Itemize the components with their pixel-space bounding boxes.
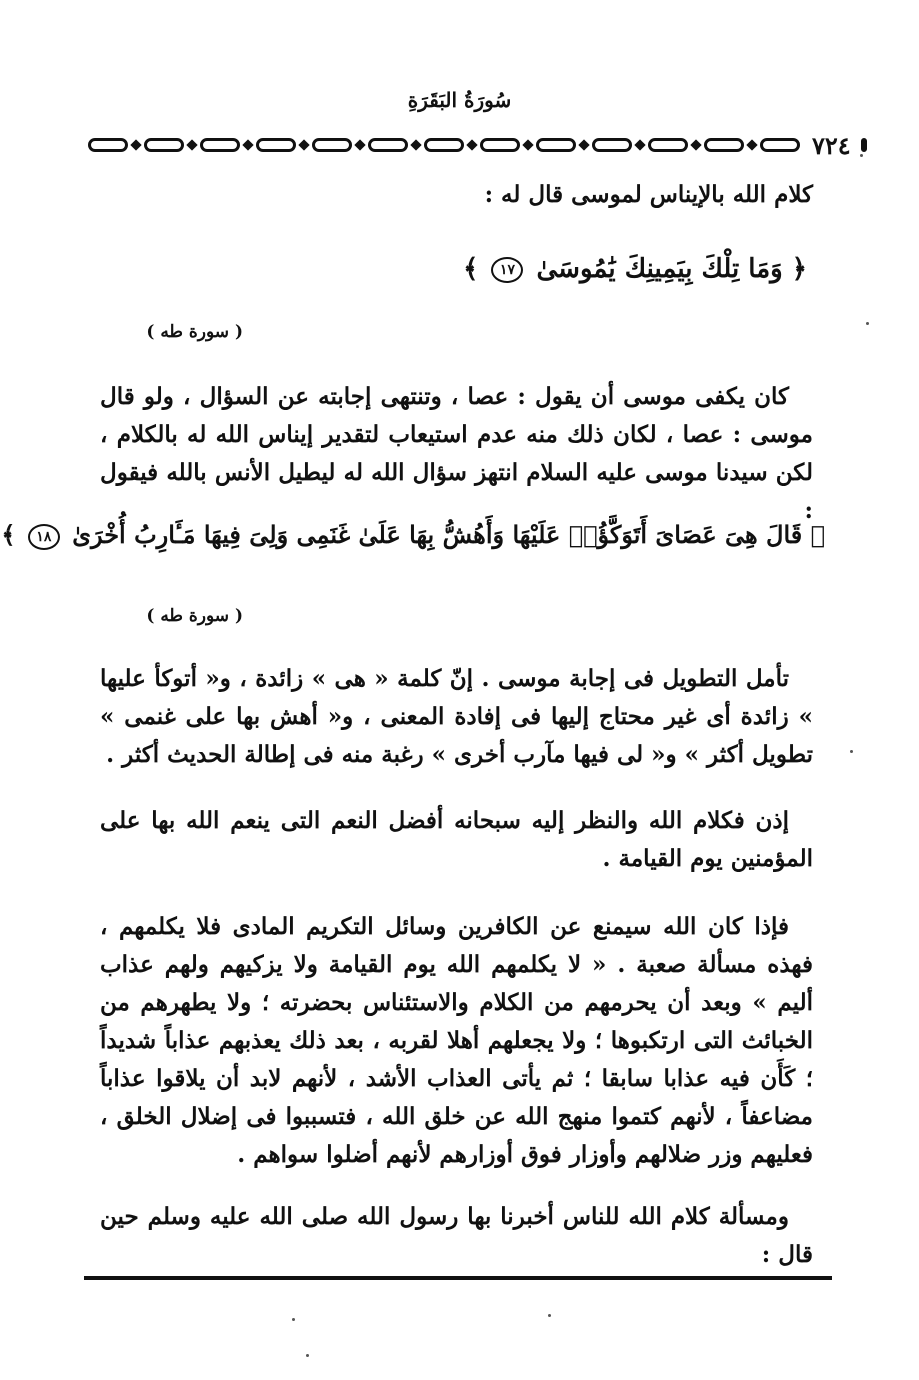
ornament-diamond [690,139,701,150]
paragraph-5: فإذا كان الله سيمنع عن الكافرين وسائل التكريم المادى فلا يكلمهم ، فهذه مسألة صعبة . « لا يكلمهم الله يوم القيامة ولا يزكيهم ولهم عذاب أليم » وبعد أن يحرمهم من الكلام والاستئناس بحضرته ؛ ولا يطهرهم من الخبائث التى ارتكبوها ؛ ولا يجعلهم أهلا لقربه ، بعد ذلك يعذبهم عذاباً شديداً ؛ كَأَن فيه عذابا سابقا ؛ ثم يأتى العذاب الأشد ، لأنهم لابد أن يلاقوا عذاباً مضاعفاً ، لأنهم كتموا منهج الله عن خلق الله ، فتسببوا فى إضلال الخلق ، فعليهم وزر ضلالهم وأوزار فوق أوزارهم لأنهم أضلوا سواهم . [100,913,813,1168]
ornament-diamond [410,139,421,150]
paragraph-intro: كلام الله بالإيناس لموسى قال له : [484,181,813,208]
verse-source-2: ( سورة طه ) [146,606,243,626]
ornament-link [256,138,296,152]
ornament-link [480,138,520,152]
ornament-diamond [634,139,645,150]
ornament-link [760,138,800,152]
page-number: ٧٢٤ [812,130,851,160]
paragraph-2: كان يكفى موسى أن يقول : عصا ، وتنتهى إجابته عن السؤال ، ولو قال موسى : عصا ، لكان ذلك منه عدم استيعاب لتقدير إيناس الله له بالكلام ، لكن سيدنا موسى عليه السلام انتهز سؤال الله له ليطيل الأنس بالله فيقول : [100,383,813,524]
quran-verse-2 [1,520,825,550]
paragraph-4: إذن فكلام الله والنظر إليه سبحانه أفضل النعم التى ينعم الله بها على المؤمنين يوم القيامة . [100,807,813,872]
ornament-link [592,138,632,152]
ornament-link [144,138,184,152]
ornament-link [368,138,408,152]
verse-source-1: ( سورة طه ) [146,322,243,342]
quran-verse-1-text: ﴿ وَمَا تِلْكَ بِيَمِينِكَ يَٰمُوسَىٰ [536,254,807,284]
scan-speck [306,1354,309,1357]
ornament-end-link [861,138,867,152]
surah-title: سُورَةُ البَقَرَةِ [407,88,512,112]
ornament-link [648,138,688,152]
quran-verse-2-close: ﴾ [1,520,16,549]
ornament-diamond [242,139,253,150]
ornament-link [312,138,352,152]
ornament-link [424,138,464,152]
quran-verse-2-text: ﴿ قَالَ هِىَ عَصَاىَ أَتَوَكَّؤُا۟ عَلَيْهَا وَأَهُشُّ بِهَا عَلَىٰ غَنَمِى وَلِىَ فِيهَا مَـَٔارِبُ أُخْرَىٰ [72,520,825,549]
ornament-link [88,138,128,152]
ornament-link [536,138,576,152]
paragraph-6: ومسألة كلام الله للناس أخبرنا بها رسول الله صلى الله عليه وسلم حين قال : [100,1203,813,1268]
quran-verse-1 [463,254,807,284]
scan-speck [860,154,863,157]
scan-speck [866,322,869,325]
ornament-diamond [522,139,533,150]
paragraph-3: تأمل التطويل فى إجابة موسى . إنّ كلمة « هى » زائدة ، و« أتوكأ عليها » زائدة أى غير محتاج إليها فى إفادة المعنى ، و« أهش بها على غنمى » تطويل أكثر » و« لى فيها مآرب أخرى » رغبة منه فى إطالة الحديث أكثر . [100,665,813,768]
ornament-diamond [130,139,141,150]
ornament-diamond [354,139,365,150]
ornament-diamond [578,139,589,150]
scan-speck [292,1318,295,1321]
footer-rule [84,1276,832,1280]
quran-verse-1-close: ﴾ [463,254,479,284]
scan-speck [548,1314,551,1317]
ornament-chain [88,138,800,152]
ornament-diamond [298,139,309,150]
ornament-link [704,138,744,152]
scan-speck [850,750,853,753]
ornament-link [200,138,240,152]
ayah-number-badge: ١٨ [28,524,60,550]
ornament-diamond [466,139,477,150]
header-ornament-border [88,130,851,160]
ornament-diamond [186,139,197,150]
ayah-number-badge: ١٧ [491,257,523,283]
ornament-diamond [746,139,757,150]
